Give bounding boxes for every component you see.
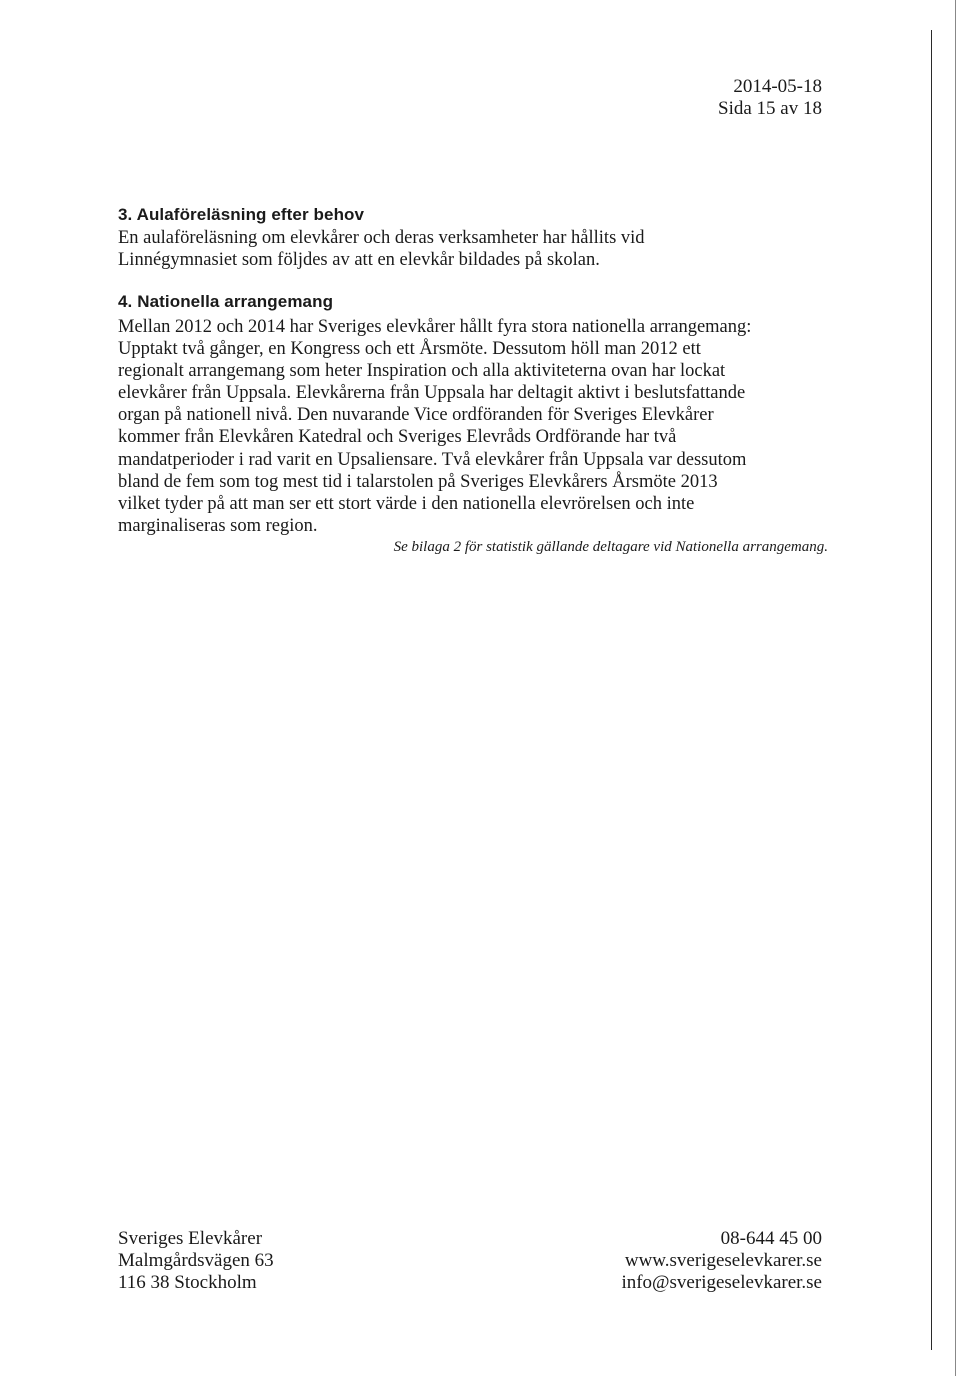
- section-body: [118, 316, 828, 537]
- body-line: marginaliseras som region.: [118, 515, 318, 536]
- page-edge-rule: [931, 30, 932, 1350]
- body-line: Upptakt två gånger, en Kongress och ett Årsmöte. Dessutom höll man 2012 ett: [118, 339, 701, 360]
- section-heading: 3. Aulaföreläsning efter behov: [118, 205, 365, 224]
- footer-org-name: Sveriges Elevkårer: [118, 1228, 263, 1249]
- appendix-note: Se bilaga 2 för statistik gällande deltagare vid Nationella arrangemang.: [393, 538, 828, 555]
- footer-street: Malmgårdsvägen 63: [118, 1250, 274, 1271]
- body-line: bland de fem som tog mest tid i talarstolen på Sveriges Elevkårers Årsmöte 2013: [118, 471, 718, 492]
- body-line: Mellan 2012 och 2014 har Sveriges elevkårer hållt fyra stora nationella arrangemang:: [118, 317, 752, 337]
- footer-email: info@sverigeselevkarer.se: [621, 1272, 822, 1293]
- body-line: mandatperioder i rad varit en Upsaliensare. Två elevkårer från Uppsala var dessutom: [118, 449, 747, 470]
- footer-city: 116 38 Stockholm: [118, 1272, 257, 1293]
- body-line: regionalt arrangemang som heter Inspiration och alla aktiviteterna ovan har lockat: [118, 361, 726, 382]
- document-date: 2014-05-18: [733, 76, 822, 97]
- section-body: [118, 227, 828, 271]
- footer-phone: 08-644 45 00: [720, 1228, 822, 1249]
- section-heading: 4. Nationella arrangemang: [118, 292, 334, 311]
- body-line: organ på nationell nivå. Den nuvarande Vice ordföranden för Sveriges Elevkårer: [118, 405, 714, 426]
- footer-contact: [621, 1228, 822, 1294]
- footer-website: www.sverigeselevkarer.se: [624, 1250, 822, 1271]
- scan-edge-line: [955, 0, 956, 1376]
- body-line: vilket tyder på att man ser ett stort värde i den nationella elevrörelsen och inte: [118, 493, 695, 514]
- page-header: [718, 76, 822, 120]
- body-line: kommer från Elevkåren Katedral och Sveriges Elevråds Ordförande har två: [118, 427, 677, 448]
- section-nationella-arrangemang: [118, 291, 828, 556]
- section-aulaforelasning: [118, 204, 828, 271]
- page-number: Sida 15 av 18: [718, 98, 822, 119]
- body-line: En aulaföreläsning om elevkårer och deras verksamheter har hållits vid: [118, 228, 645, 248]
- footer-address: [118, 1228, 274, 1294]
- body-line: Linnégymnasiet som följdes av att en elevkår bildades på skolan.: [118, 250, 600, 271]
- body-line: elevkårer från Uppsala. Elevkårerna från Uppsala har deltagit aktivt i beslutsfattande: [118, 383, 746, 404]
